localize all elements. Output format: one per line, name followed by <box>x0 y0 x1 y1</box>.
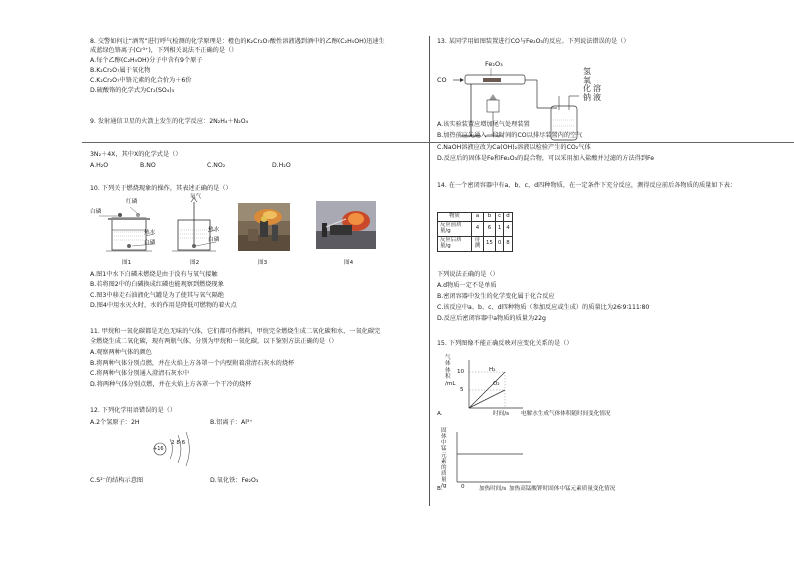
table-cell: 1 <box>495 221 503 236</box>
table-cell: 反应前质量/g <box>438 221 472 236</box>
graph-b-xlabel: 加热时间/s <box>479 486 507 492</box>
q11-option-b: B.将两种气体分别点燃，并在火焰上方各罩一个内壁附着澄清石灰水的烧杯 <box>90 360 295 367</box>
q11-option-c: C.将两种气体分别通入澄清石灰水中 <box>90 370 190 377</box>
q12-atom-shells: 2 8 6 <box>171 440 186 446</box>
graph-a-ylabel-3: 体 <box>445 367 451 374</box>
q9-option-a: A.H₂O <box>90 162 109 169</box>
table-cell: 4 <box>504 221 512 236</box>
graph-b-caption: 加热高锰酸钾时固体中锰元素质量变化情况 <box>509 486 616 492</box>
q10-option-c: C.图3中移走石油液化气罐是为了使其与氧气隔绝 <box>90 292 224 299</box>
table-row <box>438 213 513 222</box>
graph-a-ylabel <box>445 355 455 387</box>
naoh-char-4: 钠 <box>583 92 591 102</box>
fig2-caption: 图2 <box>190 260 200 266</box>
graph-b-ylabel-1: 固 <box>441 428 447 434</box>
q12-option-a: A.2个氢原子：2H <box>90 419 140 426</box>
naoh-char-2: 氧 <box>583 75 591 85</box>
table-cell: a <box>472 213 484 222</box>
table-cell: 物质 <box>438 213 472 222</box>
table-cell: 0 <box>495 236 503 251</box>
fig1-label-white-phosphorus-bottom: 白磷 <box>144 240 156 246</box>
q10-option-d: D.图4中用水灭火时，水的作用是降低可燃物的着火点 <box>90 302 237 309</box>
q11-option-a: A.观察两种气体的颜色 <box>90 349 152 356</box>
q8-option-d: D.硫酸铬的化学式为Cr₂(SO₄)₃ <box>90 87 175 94</box>
graph-b-plot <box>453 430 533 490</box>
graph-b-option: B. <box>437 486 443 492</box>
q12-option-c: C.S²⁻的结构示意图 <box>90 477 144 484</box>
graph-a-option: A. <box>437 411 443 417</box>
q14-mass-table <box>437 212 513 252</box>
table-cell: c <box>495 213 503 222</box>
graph-b-ylabel-5: 元 <box>441 452 447 459</box>
graph-a-ylabel-1: 气 <box>445 355 451 361</box>
table-cell: 8 <box>504 236 512 251</box>
graph-b-origin: 0 <box>461 484 465 490</box>
q12-option-b: B.铝离子：Al³⁺ <box>210 419 253 426</box>
graph-b-ylabel-4: 锰 <box>441 446 447 453</box>
table-cell: 待测 <box>472 236 484 251</box>
table-cell: 15 <box>484 236 496 251</box>
o2-line <box>469 390 505 408</box>
naoh-char-3: 化 <box>583 84 591 93</box>
q14-option-c: C.该反应中a、b、c、d四种物质（参加反应或生成）的质量比为26∶9∶111∶80 <box>437 304 650 311</box>
q13-fe2o3-label: Fe₂O₃ <box>485 60 503 68</box>
q14-stem: 14. 在一个密闭容器中有a、b、c、d四种物质，在一定条件下充分反应，测得反应前后各物质的质量如下表： <box>437 182 737 189</box>
graph-a-ytick-5: 5 <box>460 387 464 393</box>
table-cell: d <box>504 213 512 222</box>
column-divider <box>429 36 430 506</box>
q13-naoh-label <box>583 68 593 85</box>
fig1-label-hot-water: 热水 <box>144 230 156 236</box>
q12-stem: 12. 下列化学用语错误的是（） <box>90 407 177 414</box>
fig3-firefighter-photo <box>238 203 290 251</box>
q13-naoh-label-3 <box>593 85 601 102</box>
q9-stem: 9. 发射通信卫星的火箭上发生的化学反应：2N₂H₄＋N₂O₄ <box>90 118 249 125</box>
q12-atom-nucleus: +16 <box>153 446 164 452</box>
graph-a-caption: 电解水生成气体体积随时间变化情况 <box>521 411 611 417</box>
graph-b-ylabel-3: 中 <box>441 440 447 447</box>
q15-stem: 15. 下列图像不能正确反映对应变化关系的是（） <box>437 340 573 347</box>
graph-a-ylabel-5: /mL <box>445 380 456 387</box>
q13-option-d: D.反应后的固体是Fe和Fe₂O₃的混合物，可以采用加入盐酸并过滤的方法得到Fe <box>437 155 655 162</box>
fig2-label-white-phosphorus: 白磷 <box>208 237 220 243</box>
q10-option-a: A.图1中水下白磷未燃烧是由于没有与氧气接触 <box>90 271 218 278</box>
q12-option-d: D.氧化铁：Fe₂O₃ <box>210 477 259 484</box>
q13-option-b: B.加热前应先通入一段时间的CO以排尽装置内的空气 <box>437 132 583 139</box>
q14-option-b: B.密闭容器中发生的化学变化属于化合反应 <box>437 293 555 300</box>
graph-a-h2-label: H₂ <box>489 367 496 373</box>
q13-co-label: CO <box>437 76 447 84</box>
graph-a-xlabel: 时间/s <box>493 411 509 417</box>
table-row <box>438 221 513 236</box>
q13-option-a: A.该实验装置应增加尾气处理装置 <box>437 121 530 128</box>
q11-option-d: D.将两种气体分别点燃，并在火焰上方各罩一个干冷的烧杯 <box>90 381 252 388</box>
graph-a-ytick-10: 10 <box>457 369 465 375</box>
naoh-char-6: 液 <box>593 92 601 102</box>
fig2-label-hot-water: 热水 <box>208 227 220 233</box>
q9-stem-cont: 3N₂＋4X，其中X的化学式是（） <box>90 151 182 158</box>
q11-stem-line-2: 全燃烧生成二氧化碳，现有两瓶气体，分别为甲烷和一氧化碳，以下鉴别方法正确的是（） <box>90 338 338 345</box>
q10-option-b: B.若将图2中的白磷换成红磷也能观察到燃烧现象 <box>90 281 224 288</box>
q13-stem: 13. 某同学用如图装置进行CO与Fe₂O₃的反应。下列说法错误的是（） <box>437 38 630 45</box>
q8-stem-line-2: 成蓝绿色铬离子(Cr³⁺)，下列相关说法不正确的是（） <box>90 47 238 54</box>
q10-stem: 10. 下列关于燃烧现象的操作，其表述正确的是（） <box>90 185 232 192</box>
graph-b-ylabel <box>441 428 447 489</box>
q9-option-b: B.NO <box>140 162 156 169</box>
q13-option-c: C.NaOH溶液应改为Ca(OH)₂溶液以检验产生的CO₂气体 <box>437 144 591 151</box>
q14-option-d: D.反应后密闭容器中a物质的质量为22g <box>437 315 546 322</box>
graph-b-ylabel-2: 体 <box>441 434 447 441</box>
table-cell: 反应后质量/g <box>438 236 472 251</box>
fig4-vehicle-fire-photo <box>316 201 376 249</box>
fig3-caption: 图3 <box>258 260 268 266</box>
table-cell: 6 <box>484 221 496 236</box>
graph-b-ylabel-6: 素 <box>441 458 447 465</box>
graph-b-ylabel-9: 量 <box>441 477 447 484</box>
naoh-char-1: 氢 <box>583 67 591 76</box>
table-cell: 4 <box>472 221 484 236</box>
q9-option-c: C.NO₂ <box>207 162 226 169</box>
table-row <box>438 236 513 251</box>
fig2-label-oxygen: 氧气 <box>190 194 202 200</box>
graph-a-ylabel-4: 积 <box>445 374 451 381</box>
q8-option-c: C.K₂Cr₂O₇中铬元素的化合价为＋6价 <box>90 77 192 84</box>
q8-stem-line-1: 8. 交警如何让“酒驾”进行呼气检测的化学原理是：橙色的K₂Cr₂O₇酸性溶液遇到酒中的乙醇(C₂H₅OH)迅速生 <box>90 38 385 45</box>
table-cell: b <box>484 213 496 222</box>
fig4-caption: 图4 <box>344 260 354 266</box>
q8-option-a: A.每个乙醇(C₂H₅OH)分子中含有9个原子 <box>90 57 203 64</box>
fig1-caption: 图1 <box>122 260 132 266</box>
graph-a-o2-label: O₂ <box>493 381 500 387</box>
q11-stem-line-1: 11. 甲烷和一氧化碳都是无色无味的气体，它们都可作燃料，甲烷完全燃烧生成二氧化碳和水，一氧化碳完 <box>90 328 381 335</box>
q14-option-a: A.d物质一定不是单质 <box>437 282 497 289</box>
q9-option-d: D.H₂O <box>272 162 291 169</box>
graph-b-ylabel-8: 质 <box>441 470 447 477</box>
q13-naoh-label-2 <box>583 85 591 102</box>
fig1-label-red-phosphorus: 红磷 <box>126 199 138 205</box>
fig1-label-white-phosphorus-top: 白磷 <box>90 209 102 215</box>
graph-a-ylabel-2: 体 <box>445 361 451 368</box>
q14-prompt: 下列说法正确的是（） <box>437 271 499 278</box>
graph-b-ylabel-10: /g <box>441 483 447 490</box>
naoh-char-5: 溶 <box>593 84 601 93</box>
graph-b-ylabel-7: 的 <box>441 464 447 471</box>
q8-option-b: B.K₂Cr₂O₇属于氧化物 <box>90 67 151 74</box>
